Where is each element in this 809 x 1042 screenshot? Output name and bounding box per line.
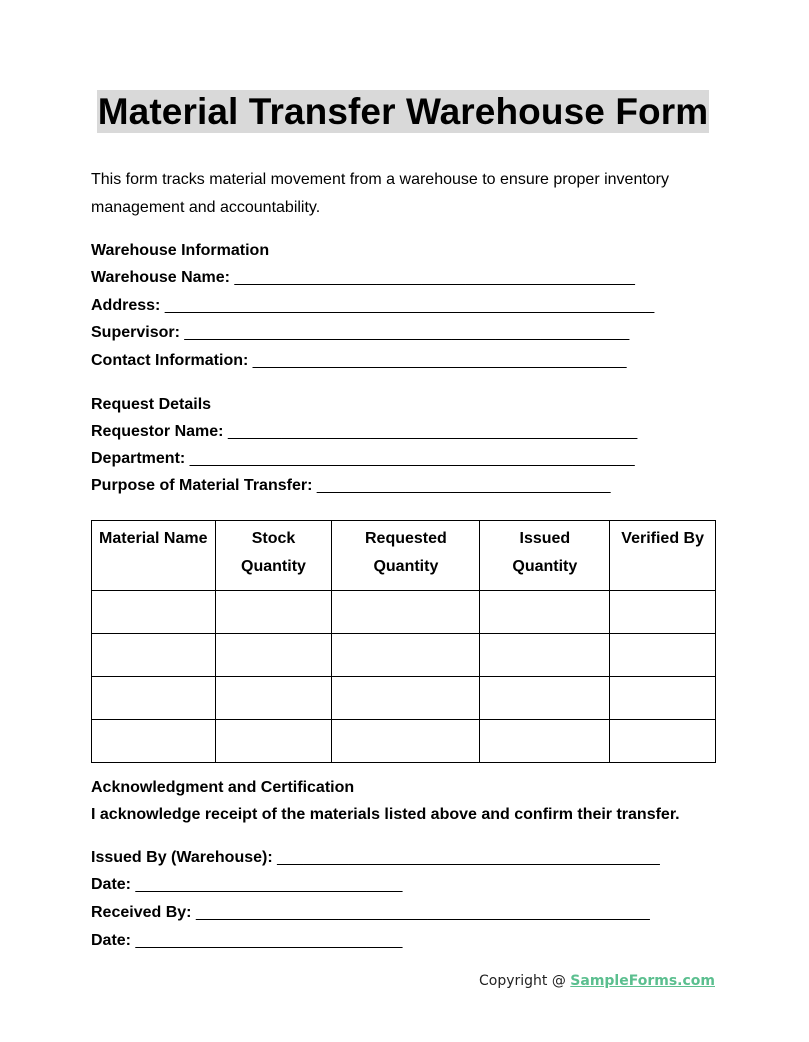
fill-line[interactable]: _____________________________________________ xyxy=(234,269,635,286)
section-heading-acknowledgment: Acknowledgment and Certification xyxy=(91,779,355,796)
field-label: Issued By (Warehouse): xyxy=(91,849,273,866)
table-cell[interactable] xyxy=(92,720,216,763)
fill-line[interactable]: _______________________________________________________ xyxy=(164,297,655,314)
table-cell[interactable] xyxy=(332,720,480,763)
table-cell[interactable] xyxy=(215,720,332,763)
field-label: Warehouse Name: xyxy=(91,269,230,286)
column-header-material-name: Material Name xyxy=(92,521,216,591)
field-label: Address: xyxy=(91,297,161,314)
table-header-row xyxy=(92,521,716,591)
copyright-text: Copyright @ xyxy=(478,973,571,989)
table-row xyxy=(92,634,716,677)
table-cell[interactable] xyxy=(92,634,216,677)
column-header-issued-quantity: Issued Quantity xyxy=(480,521,610,591)
table-cell[interactable] xyxy=(480,720,610,763)
fill-line[interactable]: __________________________________________________ xyxy=(184,324,630,341)
field-label: Supervisor: xyxy=(91,324,180,341)
copyright-footer xyxy=(479,971,715,991)
fill-line[interactable]: ______________________________ xyxy=(135,876,403,893)
fill-line[interactable]: ______________________________ xyxy=(135,932,403,949)
field-received-date[interactable] xyxy=(91,931,402,951)
table-cell[interactable] xyxy=(332,677,480,720)
page-title: Material Transfer Warehouse Form xyxy=(97,91,709,132)
field-requestor-name[interactable] xyxy=(91,422,637,442)
field-issued-by[interactable] xyxy=(91,848,660,868)
field-warehouse-name[interactable] xyxy=(91,268,635,288)
table-cell[interactable] xyxy=(215,634,332,677)
field-department[interactable] xyxy=(91,449,635,469)
table-row xyxy=(92,720,716,763)
table-cell[interactable] xyxy=(480,634,610,677)
fill-line[interactable]: __________________________________________ xyxy=(252,352,627,369)
field-received-by[interactable] xyxy=(91,903,650,923)
acknowledgment-statement: I acknowledge receipt of the materials listed above and confirm their transfer. xyxy=(91,806,680,823)
column-header-requested-quantity: Requested Quantity xyxy=(332,521,480,591)
field-label: Requestor Name: xyxy=(91,423,224,440)
table-cell[interactable] xyxy=(215,677,332,720)
field-label: Date: xyxy=(91,876,132,893)
fill-line[interactable]: ___________________________________________________ xyxy=(195,904,650,921)
field-label: Date: xyxy=(91,932,132,949)
field-issued-date[interactable] xyxy=(91,875,402,895)
column-header-stock-quantity: Stock Quantity xyxy=(215,521,332,591)
table-cell[interactable] xyxy=(610,720,716,763)
table-cell[interactable] xyxy=(610,591,716,634)
table-row xyxy=(92,591,716,634)
fill-line[interactable]: _________________________________ xyxy=(316,477,611,494)
table-cell[interactable] xyxy=(480,591,610,634)
section-heading-request: Request Details xyxy=(91,396,212,413)
table-cell[interactable] xyxy=(215,591,332,634)
table-row xyxy=(92,677,716,720)
column-header-verified-by: Verified By xyxy=(610,521,716,591)
field-supervisor[interactable] xyxy=(91,323,629,343)
intro-paragraph: This form tracks material movement from a warehouse to ensure proper inventory management and accountability. xyxy=(91,171,670,216)
title-highlight xyxy=(97,90,709,133)
fill-line[interactable]: ___________________________________________ xyxy=(277,849,660,866)
field-label: Received By: xyxy=(91,904,192,921)
table-cell[interactable] xyxy=(92,677,216,720)
field-label: Department: xyxy=(91,450,186,467)
field-purpose[interactable] xyxy=(91,476,611,496)
table-cell[interactable] xyxy=(610,677,716,720)
field-label: Contact Information: xyxy=(91,352,249,369)
materials-table xyxy=(91,520,716,763)
table-cell[interactable] xyxy=(332,634,480,677)
field-contact-information[interactable] xyxy=(91,351,627,371)
table-cell[interactable] xyxy=(92,591,216,634)
table-cell[interactable] xyxy=(610,634,716,677)
fill-line[interactable]: __________________________________________________ xyxy=(189,450,635,467)
table-cell[interactable] xyxy=(480,677,610,720)
brand-link[interactable]: SampleForms.com xyxy=(570,973,715,989)
field-label: Purpose of Material Transfer: xyxy=(91,477,313,494)
field-address[interactable] xyxy=(91,296,654,316)
fill-line[interactable]: ______________________________________________ xyxy=(227,423,638,440)
table-cell[interactable] xyxy=(332,591,480,634)
section-heading-warehouse: Warehouse Information xyxy=(91,242,270,259)
